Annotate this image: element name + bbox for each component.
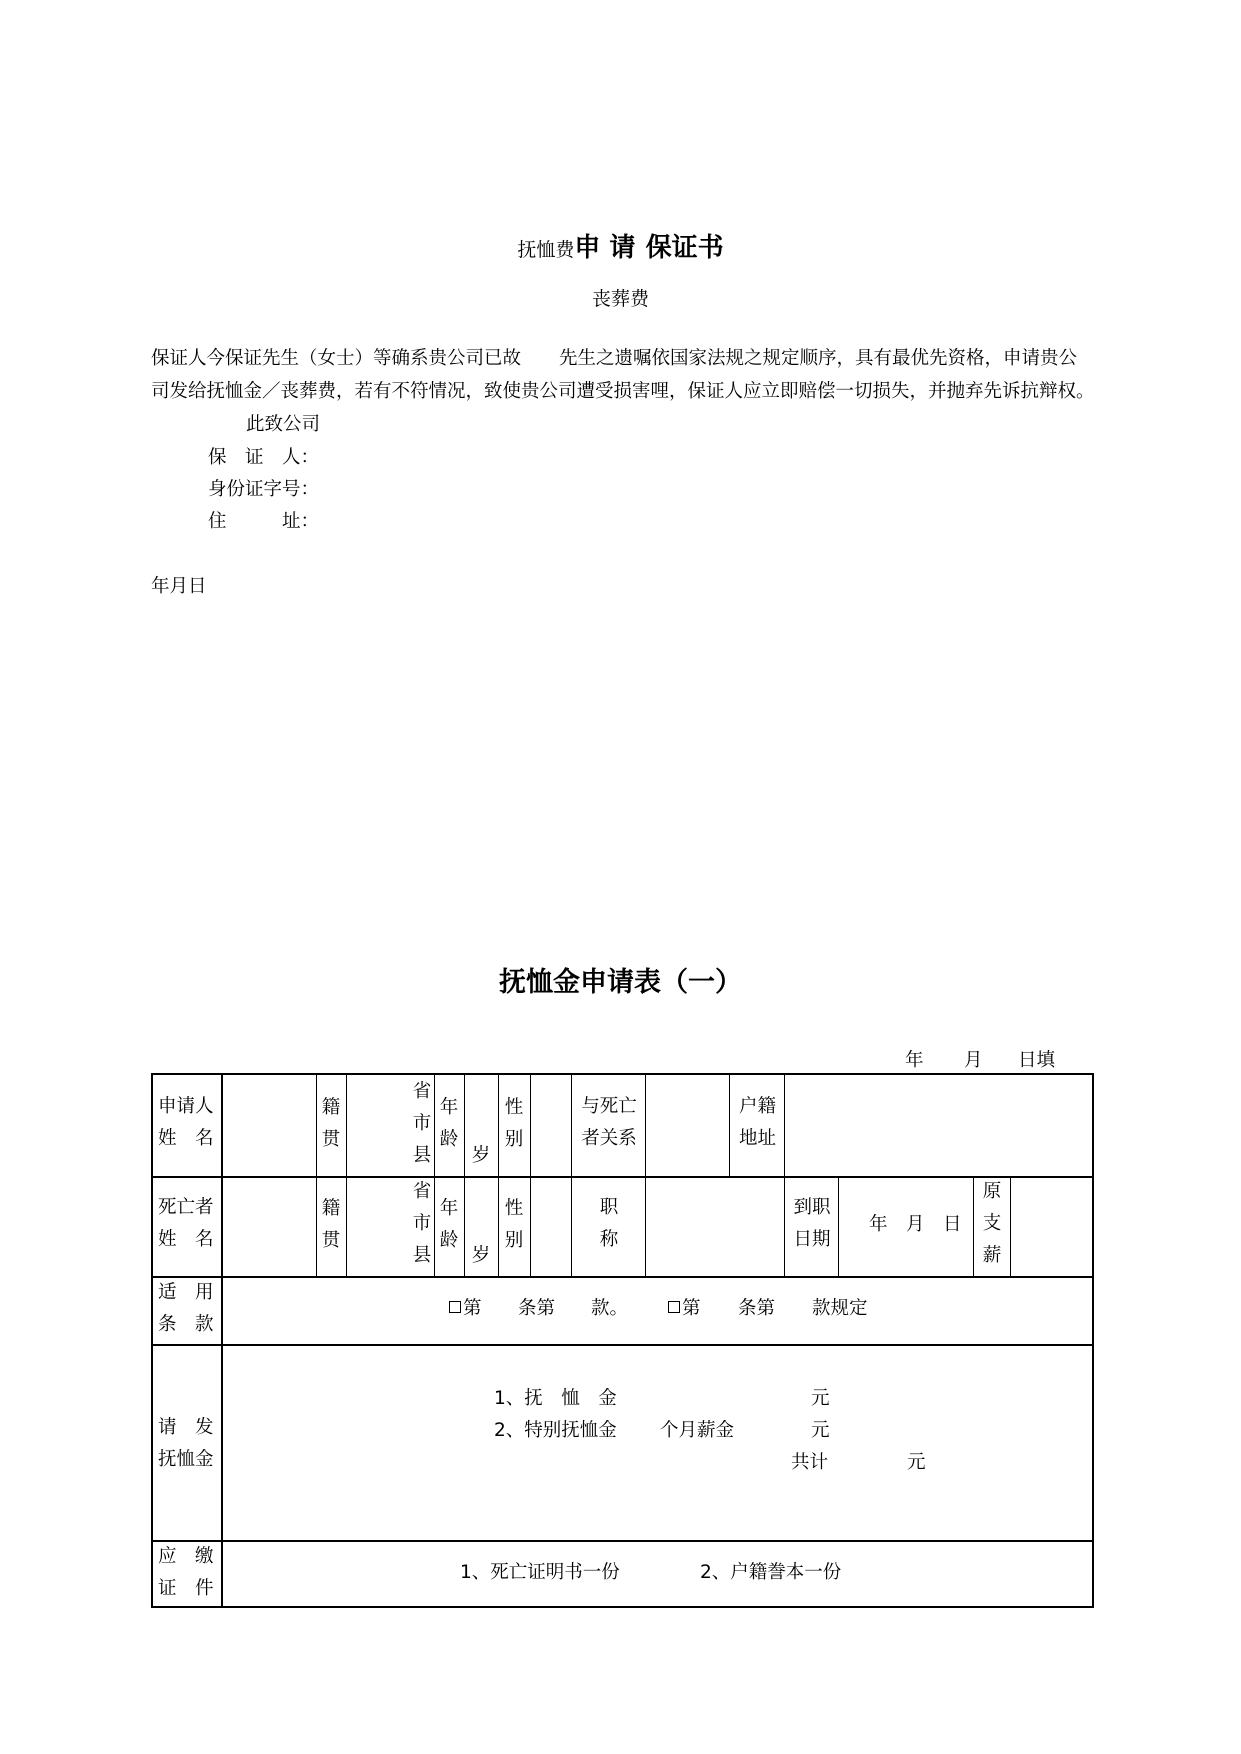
join-date-label-2: 日期 (793, 1229, 831, 1250)
household-register-item: 2、户籍誊本一份 (700, 1562, 842, 1583)
col-divider (571, 1075, 572, 1276)
hukou-label-1: 户籍 (738, 1096, 776, 1117)
city-label: 市 (412, 1213, 432, 1234)
documents-label-1: 应 缴 (158, 1546, 214, 1567)
title-big-text-1: 申 请 (574, 233, 636, 263)
clause-b (668, 1293, 701, 1325)
death-certificate-item: 1、死亡证明书一份 (460, 1562, 620, 1583)
job-title-label-2: 称 (599, 1229, 619, 1250)
row-divider (153, 1344, 1092, 1346)
letter-body-line-1 (151, 344, 1101, 370)
col-divider (729, 1075, 730, 1176)
pension-unit: 元 (811, 1388, 830, 1409)
checkbox-icon[interactable] (449, 1301, 461, 1313)
col-divider (530, 1075, 531, 1276)
county-label: 县 (412, 1145, 432, 1166)
row-divider (153, 1540, 1092, 1542)
join-date-label-1: 到职 (793, 1197, 831, 1218)
clause-label-2: 条 款 (158, 1314, 214, 1335)
fill-year: 年 (905, 1050, 924, 1071)
col-divider (838, 1176, 839, 1276)
col-divider (316, 1075, 317, 1276)
province-label: 省 (412, 1081, 432, 1102)
application-table (151, 1073, 1094, 1608)
applicant-label-1: 申请人 (158, 1096, 214, 1117)
row-divider (153, 1176, 1092, 1178)
sex-label-1: 性 (504, 1198, 524, 1219)
col-divider (784, 1075, 785, 1176)
native-label-1: 籍 (321, 1097, 341, 1118)
payout-label-1: 请 发 (158, 1417, 214, 1438)
address-label: 住 址： (208, 511, 320, 532)
clause-b-2: 条第 (738, 1298, 776, 1319)
clause-a-2: 条第 (518, 1298, 556, 1319)
hukou-label-2: 地址 (738, 1128, 776, 1149)
letter-body-line-1a: 保证人今保证先生（女士）等确系贵公司已故 (151, 348, 522, 369)
documents-label-2: 证 件 (158, 1578, 214, 1599)
age-label-2: 龄 (439, 1129, 459, 1150)
col-divider (645, 1075, 646, 1276)
age-label-1: 年 (439, 1097, 459, 1118)
province-label: 省 (412, 1181, 432, 1202)
join-date-value: 年 月 日 (869, 1214, 962, 1235)
form-title: 抚恤金申请表（一） (499, 967, 742, 998)
special-pension-item: 2、特别抚恤金 (494, 1420, 617, 1441)
id-number-label: 身份证字号： (208, 479, 320, 500)
relation-label-1: 与死亡 (581, 1096, 637, 1117)
age-label-1: 年 (439, 1198, 459, 1219)
sex-label-1: 性 (504, 1097, 524, 1118)
applicant-label-2: 姓 名 (158, 1128, 214, 1149)
row-divider (153, 1276, 1092, 1278)
county-label: 县 (412, 1245, 432, 1266)
age-label-2: 龄 (439, 1230, 459, 1251)
letter-body-line-1b: 先生之遗嘱依国家法规之规定顺序，具有最优先资格，申请贵公 (559, 348, 1078, 369)
salary-label-3: 薪 (982, 1245, 1002, 1266)
relation-label-2: 者关系 (581, 1128, 637, 1149)
checkbox-icon[interactable] (668, 1301, 680, 1313)
col-divider (784, 1176, 785, 1276)
clause-b-3: 款规定 (812, 1298, 868, 1319)
job-title-label-1: 职 (599, 1197, 619, 1218)
letter-salutation: 此致公司 (246, 414, 321, 435)
age-unit: 岁 (471, 1145, 491, 1166)
col-divider (973, 1176, 974, 1276)
pension-item: 1、抚 恤 金 (494, 1388, 617, 1409)
title-big-text-2: 保证书 (645, 233, 724, 263)
native-label-1: 籍 (321, 1198, 341, 1219)
clause-b-1: 第 (682, 1298, 701, 1319)
salary-label-1: 原 (982, 1181, 1002, 1202)
clause-label-1: 适 用 (158, 1282, 214, 1303)
native-label-2: 贯 (321, 1129, 341, 1150)
total-unit: 元 (907, 1452, 926, 1473)
sex-label-2: 别 (504, 1129, 524, 1150)
deceased-label-1: 死亡者 (158, 1197, 214, 1218)
salary-label-2: 支 (982, 1213, 1002, 1234)
col-divider (346, 1075, 347, 1276)
col-divider (434, 1075, 435, 1276)
letter-date: 年月日 (151, 576, 207, 597)
clause-a-3: 款。 (591, 1298, 629, 1319)
special-pension-unit: 元 (811, 1420, 830, 1441)
title-small-text: 抚恤费 (517, 239, 575, 261)
col-divider (498, 1075, 499, 1276)
fill-month: 月 (964, 1050, 983, 1071)
sex-label-2: 别 (504, 1230, 524, 1251)
city-label: 市 (412, 1113, 432, 1134)
clause-a (449, 1293, 482, 1325)
letter-subtitle: 丧葬费 (591, 288, 649, 310)
letter-body-line-2: 司发给抚恤金／丧葬费，若有不符情况，致使贵公司遭受损害哩，保证人应立即赔偿一切损失，并抛弃先诉抗辩权。 (151, 381, 1095, 402)
clause-a-1: 第 (463, 1298, 482, 1319)
guarantor-label: 保 证 人： (208, 447, 320, 468)
col-divider (1010, 1176, 1011, 1276)
months-salary: 个月薪金 (660, 1420, 735, 1441)
col-divider (221, 1075, 223, 1606)
deceased-label-2: 姓 名 (158, 1229, 214, 1250)
col-divider (464, 1075, 465, 1276)
letter-title (0, 228, 1241, 271)
payout-label-2: 抚恤金 (158, 1449, 214, 1470)
fill-day: 日填 (1018, 1050, 1056, 1071)
total-label: 共计 (791, 1452, 829, 1473)
age-unit: 岁 (471, 1245, 491, 1266)
native-label-2: 贯 (321, 1230, 341, 1251)
